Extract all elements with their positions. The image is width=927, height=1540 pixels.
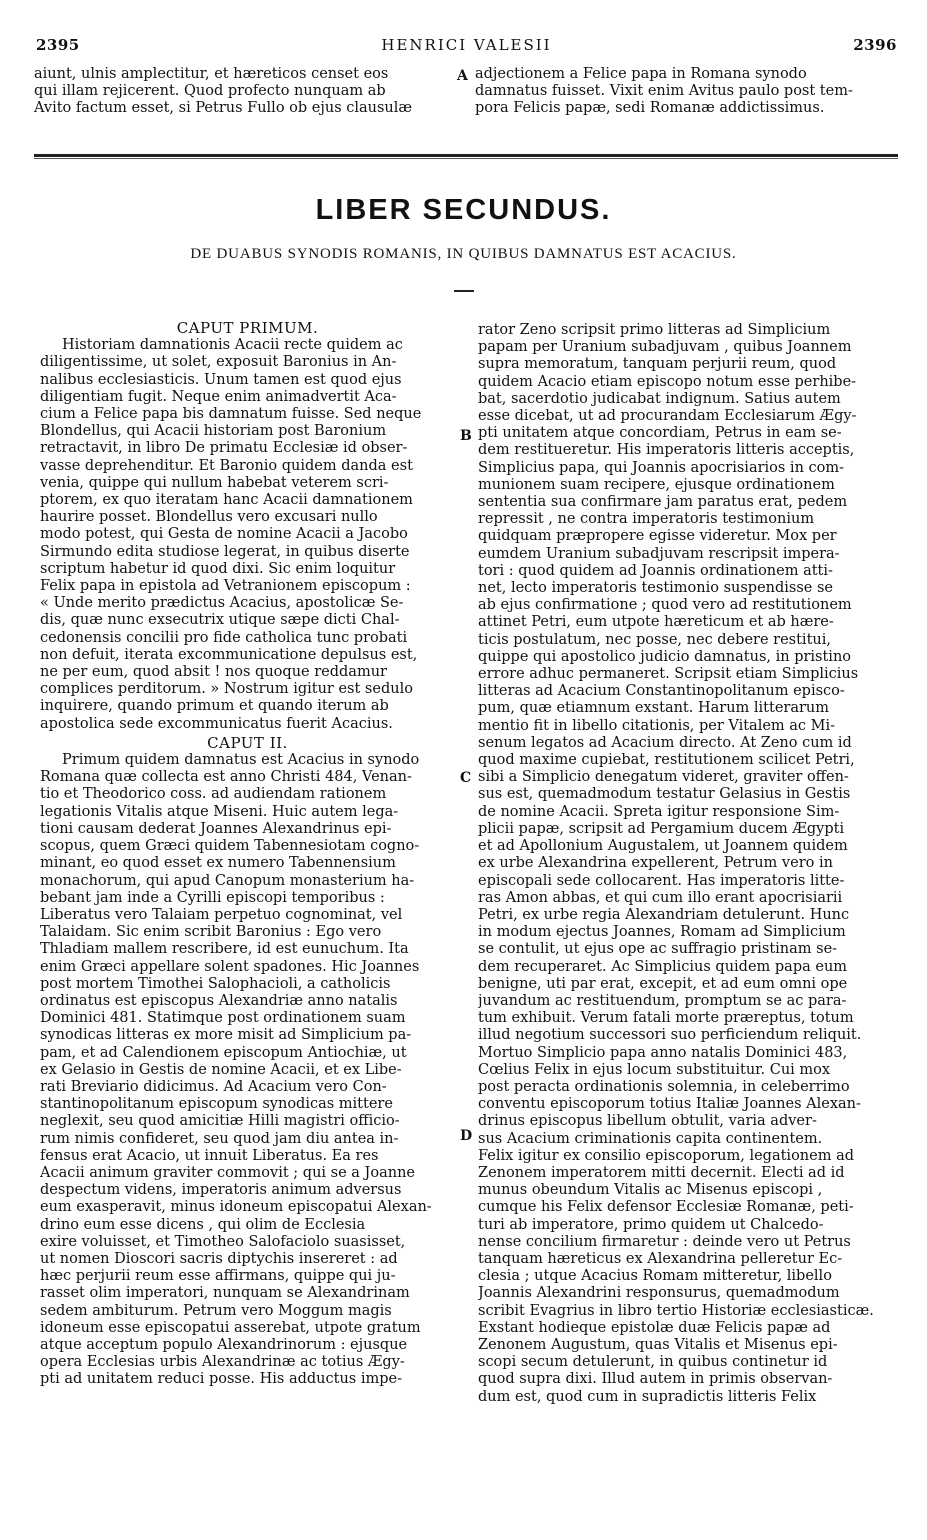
text-line: nense concilium firmaretur : deinde vero ut Petrus [478,1233,851,1250]
text-line: aiunt, ulnis amplectitur, et hæreticos censet eos [34,66,389,82]
text-line: scribit Evagrius in libro tertio Historiæ ecclesiasticæ. [478,1302,874,1319]
text-line: Talaidam. Sic enim scribit Baronius : Ego vero [40,924,382,941]
running-head-author: HENRICI VALESII [381,36,552,54]
page-number-left: 2395 [36,36,80,54]
text-line: pti unitatem atque concordiam, Petrus in eam se- [478,425,842,442]
text-line: Blondellus, qui Acacii historiam post Baronium [40,423,387,440]
text-line: scopus, quem Græci quidem Tabennesiotam cogno- [40,838,420,855]
text-line: minant, eo quod esset ex numero Tabennensium [40,855,396,872]
text-line: Mortuo Simplicio papa anno natalis Dominici 483, [478,1044,848,1061]
text-line: adjectionem a Felice papa in Romana synodo [475,66,807,82]
caput-heading-1: CAPUT PRIMUM. [176,320,319,337]
text-line: et ad Apollonium Augustalem, ut Joannem quidem [478,838,848,855]
text-line: synodicas litteras ex more misit ad Simplicium pa- [40,1027,412,1044]
section-rule-thin [34,158,898,159]
text-line: Joannis Alexandrini responsurus, quemadmodum [478,1285,840,1302]
text-line: tanquam hæreticus ex Alexandrina pelleretur Ec- [478,1250,843,1267]
text-line: rator Zeno scripsit primo litteras ad Simplicium [478,322,831,338]
text-line: nalibus ecclesiasticis. Unum tamen est quod ejus [40,371,402,388]
text-line: ab ejus confirmatione ; quod vero ad restitutionem [478,597,852,614]
text-line: non defuit, iterata excommunicatione depulsus est, [40,646,418,663]
text-line: se contulit, ut ejus ope ac suffragio pristinam se- [478,941,838,958]
margin-letter-b: B [460,428,472,444]
text-line: dum est, quod cum in supradictis litteris Felix [478,1388,817,1405]
text-line: ticis postulatum, nec posse, nec debere restitui, [478,631,831,648]
margin-letter-d: D [460,1128,473,1144]
text-line: diligentiam fugit. Neque enim animadvertit Aca- [40,388,397,405]
text-line: Primum quidem damnatus est Acacius in synodo [62,752,420,769]
text-line: hæc perjurii reum esse affirmans, quippe qui ju- [40,1268,396,1285]
text-line: in modum ejectus Joannes, Romam ad Simplicium [478,924,846,941]
text-line: munus obeundum Vitalis ac Misenus episcopi , [478,1182,823,1199]
text-line: ex urbe Alexandrina expellerent, Petrum vero in [478,855,833,872]
text-line: dem restitueretur. His imperatoris litteris acceptis, [478,442,855,459]
text-line: venia, quippe qui nullum habebat veterem scri- [40,474,389,491]
text-line: quippe qui apostolico judicio damnatus, in pristino [478,648,852,665]
text-line: tio et Theodorico coss. ad audiendam rationem [40,786,387,803]
text-line: pora Felicis papæ, sedi Romanæ addictissimus. [475,100,825,116]
text-line: sibi a Simplicio denegatum videret, graviter offen- [478,769,849,786]
text-line: episcopali sede collocarent. Has imperatoris litte- [478,872,845,889]
text-line: tori : quod quidem ad Joannis ordinationem atti- [478,562,833,579]
text-line: dis, quæ nunc exsecutrix utique sæpe dicti Chal- [40,612,400,629]
text-line: plicii papæ, scripsit ad Pergamium ducem Ægypti [478,820,845,837]
text-line: ordinatus est episcopus Alexandriæ anno natalis [40,992,398,1009]
text-line: despectum videns, imperatoris animum adversus [40,1182,402,1199]
text-line: drinus episcopus libellum obtulit, varia adver- [478,1113,817,1130]
text-line: « Unde merito prædictus Acacius, apostolicæ Se- [40,595,404,612]
text-line: quidem Acacio etiam episcopo notum esse perhibe- [478,373,857,390]
text-line: retractavit, in libro De primatu Ecclesiæ id obser- [40,440,408,457]
text-line: benigne, uti par erat, excepit, et ad eum omni ope [478,975,848,992]
text-line: stantinopolitanum episcopum synodicas mittere [40,1096,393,1113]
text-line: eum exasperavit, minus idoneum episcopatui Alexan- [40,1199,432,1216]
text-line: papam per Uranium subadjuvam , quibus Joannem [478,339,852,356]
text-line: cedonensis concilii pro fide catholica tunc probati [40,629,408,646]
caput-1-text [40,337,455,733]
text-line: attinet Petri, eum utpote hæreticum et ab hære- [478,614,834,631]
left-column [40,320,455,1389]
text-line: diligentissime, ut solet, exposuit Baronius in An- [40,354,397,371]
text-line: mentio fit in libello citationis, per Vitalem ac Mi- [478,717,836,734]
text-line: Acacii animum graviter commovit ; qui se a Joanne [40,1164,415,1181]
text-line: fensus erat Acacio, ut innuit Liberatus. Ea res [40,1147,379,1164]
text-line: supra memoratum, tanquam perjurii reum, quod [478,356,837,373]
caput-2-text [40,752,455,1389]
text-line: rasset olim imperatori, nunquam se Alexandrinam [40,1285,410,1302]
book-title: LIBER SECUNDUS. [315,194,612,226]
text-line: Simplicius papa, qui Joannis apocrisiarios in com- [478,459,845,476]
text-line: sus Acacium criminationis capita continentem. [478,1130,823,1147]
text-line: idoneum esse episcopatui asserebat, utpote gratum [40,1319,421,1336]
text-line: illud negotium successori suo perficiendum reliquit. [478,1027,862,1044]
text-line: errore adhuc permaneret. Scripsit etiam Simplicius [478,666,859,683]
top-right-lines [475,66,895,117]
text-line: litteras ad Acacium Constantinopolitanum episco- [478,683,845,700]
caput-heading-2: CAPUT II. [207,734,288,752]
text-line: vasse deprehenditur. Et Baronio quidem danda est [40,457,413,474]
text-line: neglexit, seu quod amicitiæ Hilli magistri officio- [40,1113,400,1130]
text-line: ex Gelasio in Gestis de nomine Acacii, et ex Libe- [40,1061,402,1078]
text-line: net, lecto imperatoris testimonio suspendisse se [478,580,834,597]
text-line: pti ad unitatem reduci posse. His adductus impe- [40,1371,403,1388]
text-line: senum legatos ad Acacium directo. At Zeno cum id [478,734,852,751]
text-line: clesia ; utque Acacius Romam mitteretur, libello [478,1268,832,1285]
text-line: scopi secum detulerunt, in quibus continetur id [478,1354,828,1371]
text-line: cium a Felice papa bis damnatum fuisse. Sed neque [40,406,422,423]
page-number-right: 2396 [853,36,897,54]
text-line: Zenonem Augustum, quas Vitalis et Misenus epi- [478,1336,838,1353]
text-line: Avito factum esset, si Petrus Fullo ob ejus clausulæ [34,100,413,116]
top-left-lines [34,66,452,117]
text-line: tioni causam dederat Joannes Alexandrinus epi- [40,820,392,837]
text-line: Zenonem imperatorem mitti decernit. Electi ad id [478,1164,845,1181]
text-line: dem recuperaret. Ac Simplicius quidem papa eum [478,958,848,975]
section-rule [34,154,898,157]
text-line: quod supra dixi. Illud autem in primis observan- [478,1371,833,1388]
text-line: munionem suam recipere, ejusque ordinationem [478,476,835,493]
text-line: Exstant hodieque epistolæ duæ Felicis papæ ad [478,1319,831,1336]
text-line: sententia sua confirmare jam paratus erat, pedem [478,494,848,511]
title-dash [454,290,474,292]
text-line: sus est, quemadmodum testatur Gelasius in Gestis [478,786,851,803]
text-line: bat, sacerdotio judicabat indignum. Satius autem [478,390,841,407]
text-line: Historiam damnationis Acacii recte quidem ac [62,337,403,354]
text-line: de nomine Acacii. Spreta igitur responsione Sim- [478,803,840,820]
text-line: Felix igitur ex consilio episcoporum, legationem ad [478,1147,855,1164]
text-line: turi ab imperatore, primo quidem ut Chalcedo- [478,1216,824,1233]
text-line: cumque his Felix defensor Ecclesiæ Romanæ, peti- [478,1199,854,1216]
text-line: ras Amon abbas, et qui cum illo erant apocrisiarii [478,889,843,906]
text-line: quidquam præpropere egisse videretur. Mox per [478,528,837,545]
text-line: eumdem Uranium subadjuvam rescripsit impera- [478,545,840,562]
text-line: conventu episcoporum totius Italiæ Joannes Alexan- [478,1096,861,1113]
running-head [36,36,897,56]
text-line: Liberatus vero Talaiam perpetuo cognominat, vel [40,906,403,923]
text-line: rati Breviario didicimus. Ad Acacium vero Con- [40,1078,387,1095]
text-line: enim Græci appellare solent spadones. Hic Joannes [40,958,420,975]
text-line: pam, et ad Calendionem episcopum Antiochiæ, ut [40,1044,407,1061]
text-line: apostolica sede excommunicatus fuerit Acacius. [40,715,393,732]
text-line: monachorum, qui apud Canopum monasterium ha- [40,872,415,889]
text-line: post mortem Timothei Salophacioli, a catholicis [40,975,391,992]
text-line: esse dicebat, ut ad procurandam Ecclesiarum Ægy- [478,408,857,425]
text-line: inquirere, quando primum et quando iterum ab [40,698,389,715]
text-line: ut nomen Dioscori sacris diptychis insereret : ad [40,1250,398,1267]
text-line: Thladiam mallem rescribere, id est eunuchum. Ita [40,941,409,958]
text-line: complices perditorum. » Nostrum igitur est sedulo [40,681,413,698]
text-line: damnatus fuisset. Vixit enim Avitus paulo post tem- [475,83,853,99]
text-line: Cœlius Felix in ejus locum substituitur. Cui mox [478,1061,831,1078]
text-line: haurire posset. Blondellus vero excusari nullo [40,509,378,526]
text-line: post peracta ordinationis solemnia, in celeberrimo [478,1078,850,1095]
text-line: opera Ecclesias urbis Alexandrinæ ac totius Ægy- [40,1354,405,1371]
text-line: Felix papa in epistola ad Vetranionem episcopum : [40,578,411,595]
text-line: pum, quæ etiamnum exstant. Harum litterarum [478,700,830,717]
text-line: legationis Vitalis atque Miseni. Huic autem lega- [40,803,399,820]
text-line: Romana quæ collecta est anno Christi 484, Venan- [40,769,412,786]
text-line: juvandum ac restituendum, promptum se ac para- [478,992,847,1009]
text-line: Sirmundo edita studiose legerat, in quibus diserte [40,543,410,560]
margin-letter-a: A [457,68,468,84]
text-line: quod maxime cupiebat, restitutionem scilicet Petri, [478,752,855,769]
text-line: qui illam rejicerent. Quod profecto nunquam ab [34,83,386,99]
book-subtitle: DE DUABUS SYNODIS ROMANIS, IN QUIBUS DAMNATUS EST ACACIUS. [190,246,737,262]
text-line: exire voluisset, et Timotheo Salofaciolo suasisset, [40,1233,406,1250]
text-line: drino eum esse dicens , qui olim de Ecclesia [40,1216,366,1233]
text-line: ne per eum, quod absit ! nos quoque reddamur [40,664,387,681]
text-line: atque acceptum populo Alexandrinorum : ejusque [40,1336,408,1353]
text-line: repressit , ne contra imperatoris testimonium [478,511,815,528]
text-line: sedem ambiturum. Petrum vero Moggum magis [40,1302,392,1319]
text-line: ptorem, ex quo iteratam hanc Acacii damnationem [40,492,413,509]
text-line: scriptum habetur id quod dixi. Sic enim loquitur [40,560,396,577]
text-line: tum exhibuit. Verum fatali morte præreptus, totum [478,1010,854,1027]
text-line: Dominici 481. Statimque post ordinationem suam [40,1010,406,1027]
text-line: rum nimis confideret, seu quod jam diu antea in- [40,1130,399,1147]
margin-letter-c: C [460,770,472,786]
text-line: Petri, ex urbe regia Alexandriam detulerunt. Hunc [478,906,850,923]
right-column [478,322,896,1406]
text-line: bebant jam inde a Cyrilli episcopi temporibus : [40,889,385,906]
text-line: modo potest, qui Gesta de nomine Acacii a Jacobo [40,526,408,543]
